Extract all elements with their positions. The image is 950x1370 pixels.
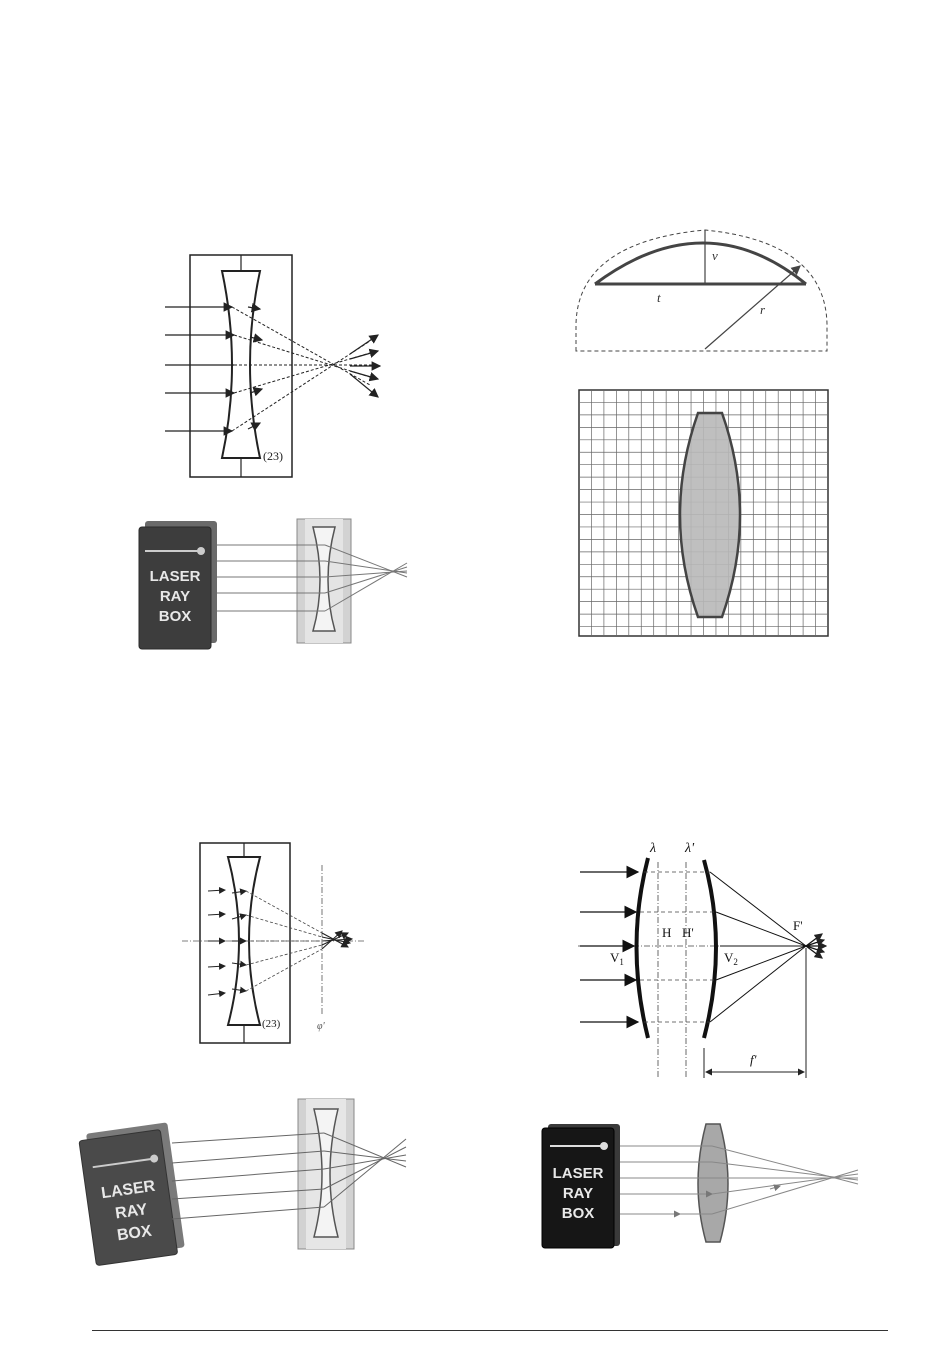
laser-box bbox=[542, 1124, 620, 1248]
laser-ray-box-diverging-1 bbox=[135, 515, 420, 650]
label-V2: $V_2$ bbox=[724, 950, 738, 967]
laser-label-line2: RAY bbox=[562, 1185, 594, 1202]
laser-label-line3: BOX bbox=[116, 1222, 153, 1245]
laser-label-line2: RAY bbox=[159, 588, 191, 605]
label-F-prime: F' bbox=[793, 918, 803, 933]
laser-label-line3: BOX bbox=[158, 608, 192, 625]
radius-r bbox=[705, 266, 800, 349]
label-t: t bbox=[657, 290, 661, 305]
surface-lambda bbox=[637, 858, 649, 1038]
label-v: v bbox=[712, 248, 718, 263]
plane-label-phi: φ' bbox=[317, 1021, 325, 1032]
grid-lens-tracing bbox=[578, 387, 830, 637]
label-lambda-prime: λ' bbox=[685, 841, 695, 856]
label-lambda: λ bbox=[650, 841, 657, 856]
surface-lambda-prime bbox=[704, 860, 716, 1038]
laser-ray-box-converging bbox=[540, 1120, 860, 1250]
laser-ray-box-diverging-tilted bbox=[80, 1095, 415, 1265]
figure-label-23: (23) bbox=[262, 1018, 281, 1030]
diverging-lens-ray-diagram-2 bbox=[180, 835, 380, 1050]
laser-box bbox=[139, 521, 217, 649]
chord-radius-geometry bbox=[570, 222, 832, 357]
laser-label-line2: RAY bbox=[114, 1201, 149, 1223]
thick-lens-principal-planes bbox=[570, 838, 832, 1083]
diverging-lens-ray-diagram-1 bbox=[150, 245, 400, 485]
label-f-prime: f' bbox=[750, 1052, 757, 1067]
footer-rule bbox=[92, 1330, 888, 1331]
laser-label-line1: LASER bbox=[552, 1165, 604, 1182]
label-H-prime: H' bbox=[682, 925, 694, 940]
semicircle-dashed bbox=[576, 230, 827, 351]
label-H: H bbox=[662, 925, 672, 940]
biconvex-lens bbox=[680, 413, 740, 617]
laser-label-line1: LASER bbox=[149, 568, 201, 585]
figure-label-23: (23) bbox=[263, 449, 283, 463]
laser-box-tilted bbox=[78, 1122, 185, 1265]
biconvex-lens bbox=[698, 1124, 728, 1242]
laser-label-line3: BOX bbox=[561, 1205, 595, 1222]
laser-label-line1: LASER bbox=[100, 1177, 157, 1203]
label-r: r bbox=[760, 302, 766, 317]
label-V1: $V_1$ bbox=[610, 950, 624, 967]
